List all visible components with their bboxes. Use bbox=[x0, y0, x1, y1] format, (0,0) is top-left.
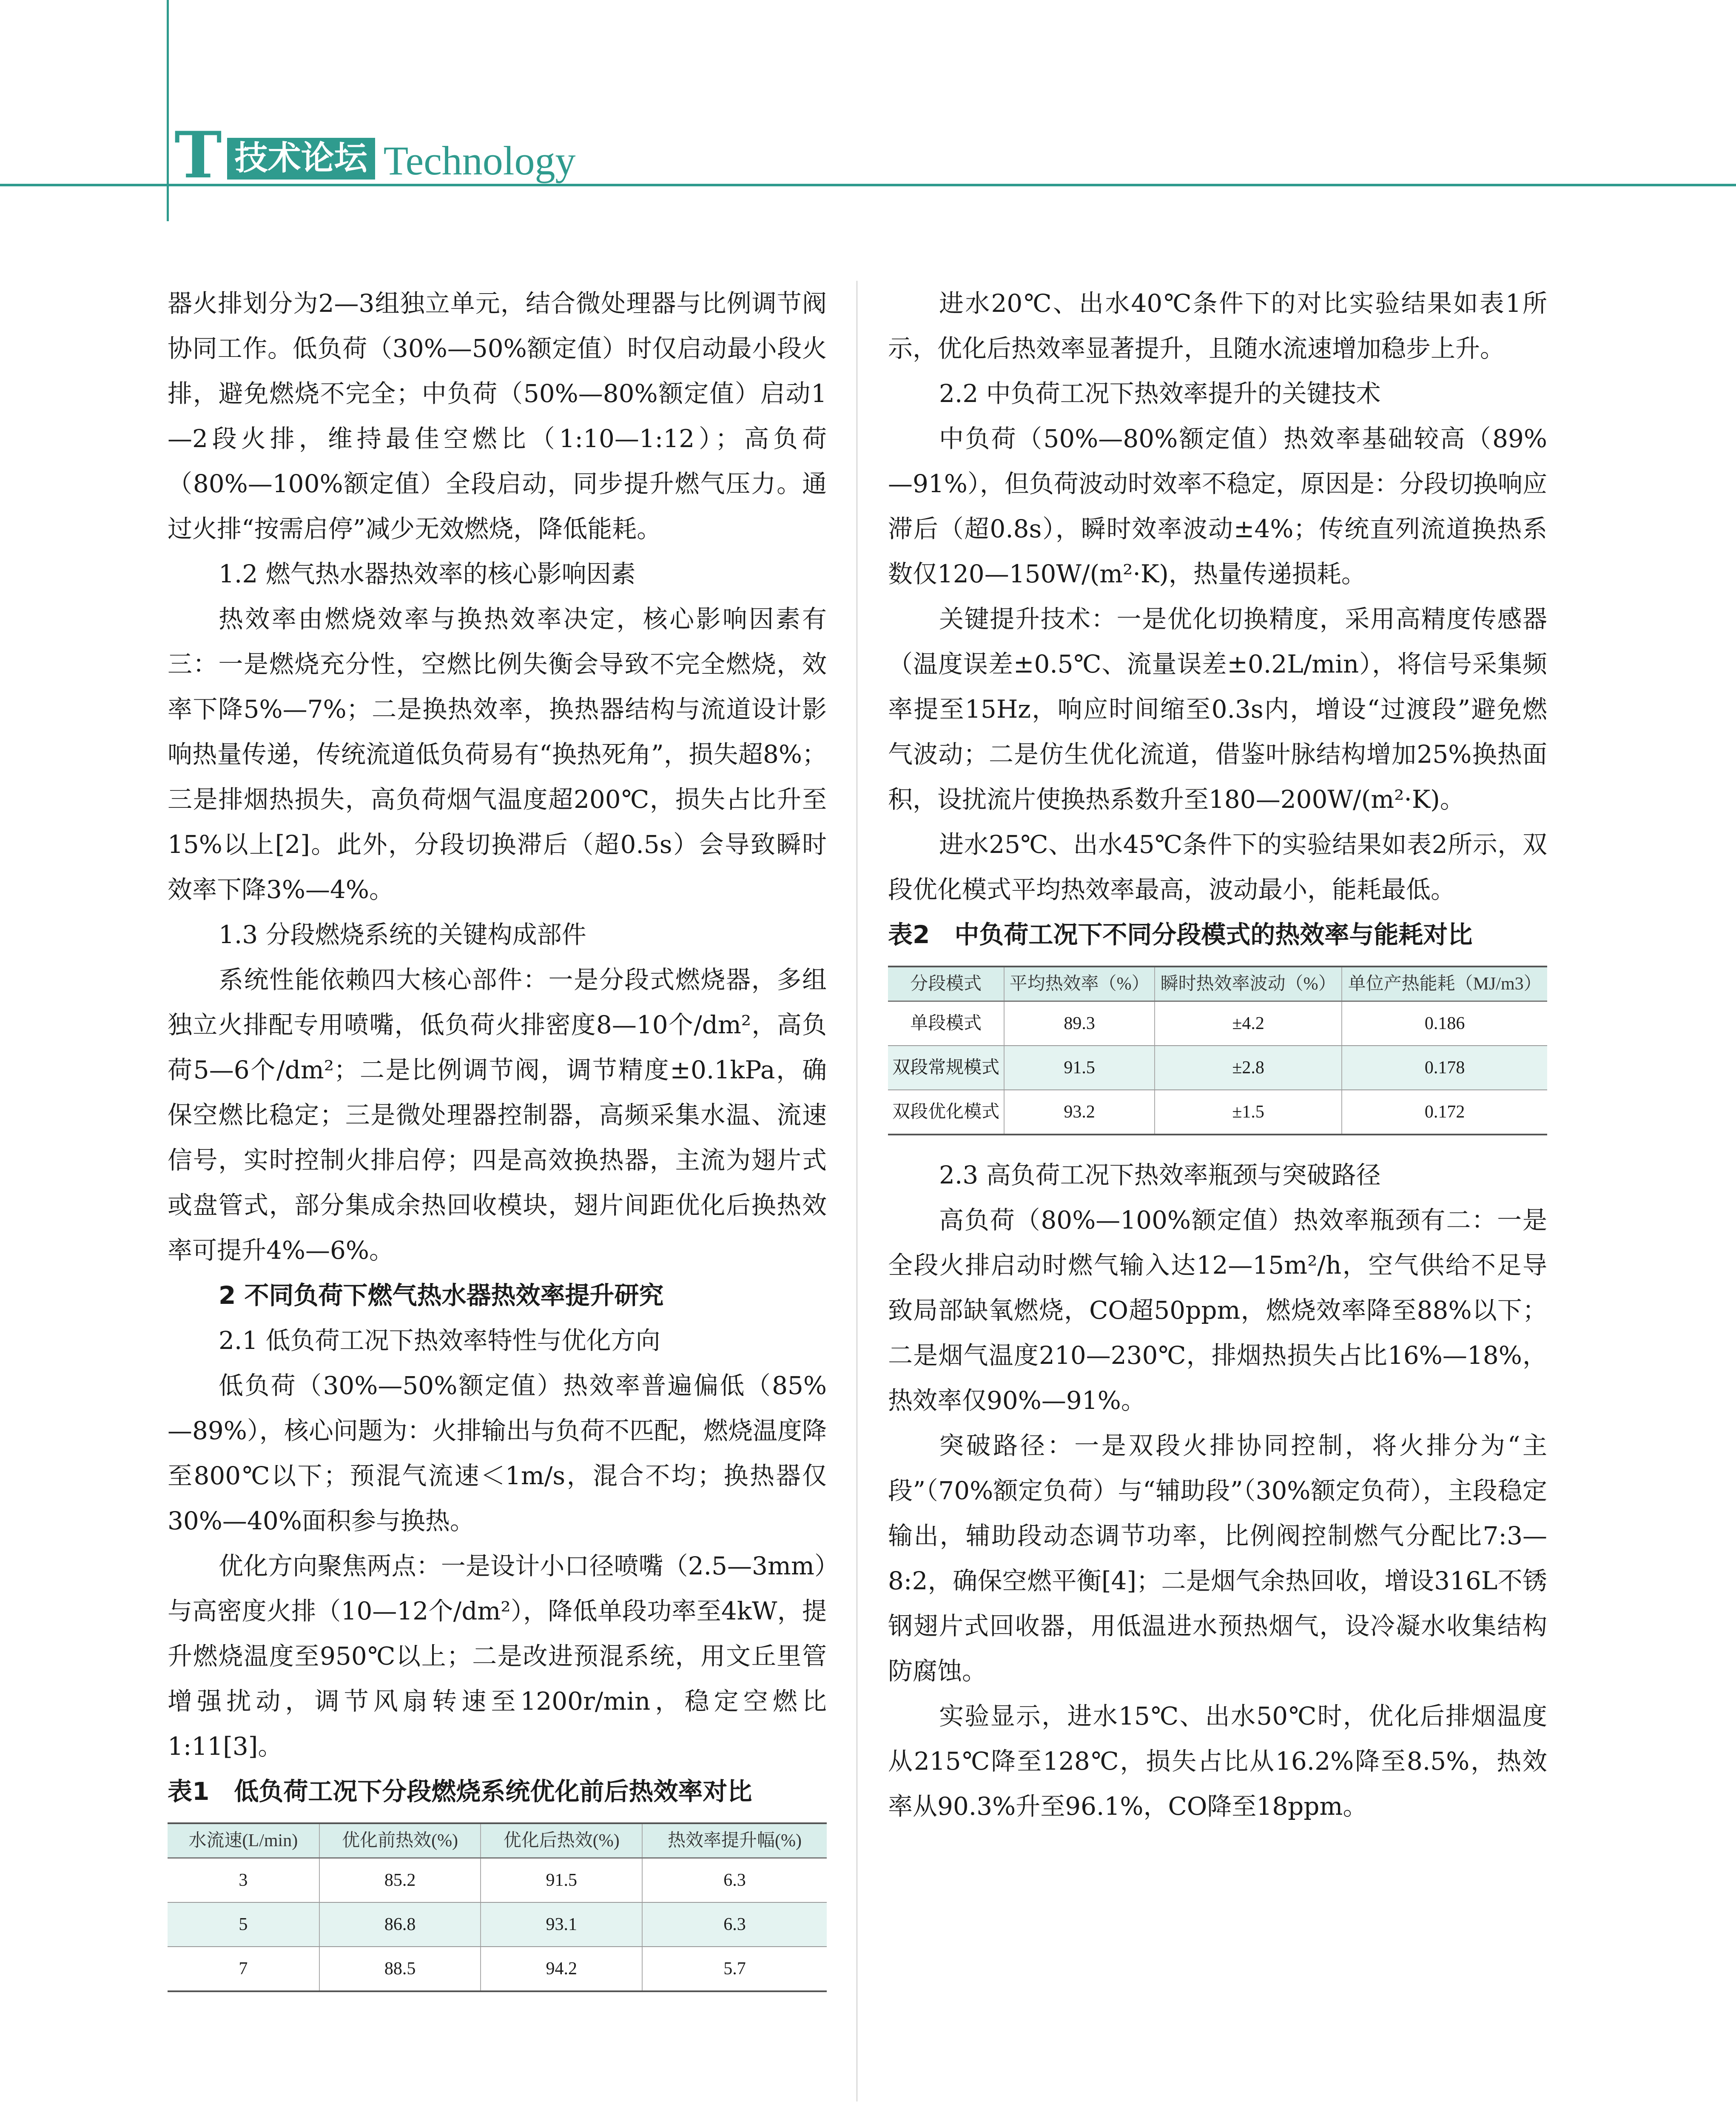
header-letter: T bbox=[174, 118, 222, 193]
table-row bbox=[888, 1090, 1547, 1135]
table-cell: 91.5 bbox=[481, 1858, 642, 1903]
table-cell: 5 bbox=[168, 1902, 319, 1947]
table-cell: 5.7 bbox=[642, 1947, 827, 1991]
table-caption: 表2 中负荷工况下不同分段模式的热效率与能耗对比 bbox=[888, 920, 1473, 949]
table-cell: 0.178 bbox=[1342, 1046, 1547, 1090]
left-column bbox=[168, 281, 827, 1992]
table-cell: 94.2 bbox=[481, 1947, 642, 1991]
table-header-cell: 优化后热效(%) bbox=[481, 1823, 642, 1858]
table-header-cell: 单位产热能耗（MJ/m3） bbox=[1342, 967, 1547, 1001]
paragraph: 系统性能依赖四大核心部件：一是分段式燃烧器，多组独立火排配专用喷嘴，低负荷火排密度8—10个/dm²，高负荷5—6个/dm²；二是比例调节阀，调节精度±0.1kPa，确保空燃比稳定；三是微处理器控制器，高频采集水温、流速信号，实时控制火排启停；四是高效换热器，主流为翅片式或盘管式，部分集成余热回收模块，翅片间距优化后换热效率可提升4%—6%。 bbox=[168, 965, 827, 1265]
table-row bbox=[888, 1001, 1547, 1046]
table-cell: 双段常规模式 bbox=[888, 1046, 1004, 1090]
table-cell: 0.186 bbox=[1342, 1001, 1547, 1046]
paragraph: 低负荷（30%—50%额定值）热效率普遍偏低（85%—89%），核心问题为：火排输出与负荷不匹配，燃烧温度降至800℃以下；预混气流速＜1m/s，混合不均；换热器仅30%—40%面积参与换热。 bbox=[168, 1371, 827, 1535]
column-header bbox=[174, 118, 576, 193]
subsection-heading: 1.3 分段燃烧系统的关键构成部件 bbox=[219, 920, 586, 949]
paragraph: 优化方向聚焦两点：一是设计小口径喷嘴（2.5—3mm）与高密度火排（10—12个/dm²），降低单段功率至4kW，提升燃烧温度至950℃以上；二是改进预混系统，用文丘里管增强扰动，调节风扇转速至1200r/min，稳定空燃比1:11[3]。 bbox=[168, 1551, 827, 1761]
paragraph: 中负荷（50%—80%额定值）热效率基础较高（89%—91%），但负荷波动时效率不稳定，原因是：分段切换响应滞后（超0.8s），瞬时效率波动±4%；传统直列流道换热系数仅120—150W/(m²·K)，热量传递损耗。 bbox=[888, 424, 1547, 588]
table-2 bbox=[888, 966, 1547, 1135]
paragraph: 关键提升技术：一是优化切换精度，采用高精度传感器（温度误差±0.5℃、流量误差±0.2L/min），将信号采集频率提至15Hz，响应时间缩至0.3s内，增设“过渡段”避免燃气波动；二是仿生优化流道，借鉴叶脉结构增加25%换热面积，设扰流片使换热系数升至180—200W/(m²·K)。 bbox=[888, 604, 1547, 814]
table-row bbox=[168, 1947, 827, 1991]
table-cell: 89.3 bbox=[1004, 1001, 1155, 1046]
paragraph: 热效率由燃烧效率与换热效率决定，核心影响因素有三：一是燃烧充分性，空燃比例失衡会导致不完全燃烧，效率下降5%—7%；二是换热效率，换热器结构与流道设计影响热量传递，传统流道低负荷易有“换热死角”，损失超8%；三是排烟热损失，高负荷烟气温度超200℃，损失占比升至15%以上[2]。此外，分段切换滞后（超0.5s）会导致瞬时效率下降3%—4%。 bbox=[168, 604, 827, 904]
table-cell: 单段模式 bbox=[888, 1001, 1004, 1046]
paragraph: 器火排划分为2—3组独立单元，结合微处理器与比例调节阀协同工作。低负荷（30%—50%额定值）时仅启动最小段火排，避免燃烧不完全；中负荷（50%—80%额定值）启动1—2段火排，维持最佳空燃比（1:10—1:12）；高负荷（80%—100%额定值）全段启动，同步提升燃气压力。通过火排“按需启停”减少无效燃烧，降低能耗。 bbox=[168, 289, 827, 543]
table-header-cell: 瞬时热效率波动（%） bbox=[1155, 967, 1342, 1001]
table-cell: 3 bbox=[168, 1858, 319, 1903]
table-cell: 86.8 bbox=[319, 1902, 481, 1947]
table-header-cell: 热效率提升幅(%) bbox=[642, 1823, 827, 1858]
header-vertical-rule bbox=[167, 0, 169, 221]
table-cell: 88.5 bbox=[319, 1947, 481, 1991]
table-cell: 93.1 bbox=[481, 1902, 642, 1947]
table-cell: 85.2 bbox=[319, 1858, 481, 1903]
subsection-heading: 2.1 低负荷工况下热效率特性与优化方向 bbox=[219, 1326, 660, 1355]
table-cell: 6.3 bbox=[642, 1902, 827, 1947]
table-row bbox=[168, 1902, 827, 1947]
table-row bbox=[888, 1046, 1547, 1090]
header-column-name: 技术论坛 bbox=[227, 138, 375, 180]
table-cell: 6.3 bbox=[642, 1858, 827, 1903]
table-cell: ±2.8 bbox=[1155, 1046, 1342, 1090]
table-1 bbox=[168, 1822, 827, 1992]
table-cell: 93.2 bbox=[1004, 1090, 1155, 1135]
subsection-heading: 2.2 中负荷工况下热效率提升的关键技术 bbox=[939, 379, 1381, 408]
table-cell: ±4.2 bbox=[1155, 1001, 1342, 1046]
right-column bbox=[888, 281, 1547, 1829]
table-header-cell: 分段模式 bbox=[888, 967, 1004, 1001]
table-header-cell: 平均热效率（%） bbox=[1004, 967, 1155, 1001]
subsection-heading: 1.2 燃气热水器热效率的核心影响因素 bbox=[219, 559, 636, 588]
table-cell: 91.5 bbox=[1004, 1046, 1155, 1090]
table-cell: 双段优化模式 bbox=[888, 1090, 1004, 1135]
paragraph: 进水25℃、出水45℃条件下的实验结果如表2所示，双段优化模式平均热效率最高，波动最小，能耗最低。 bbox=[888, 830, 1547, 904]
table-header-cell: 优化前热效(%) bbox=[319, 1823, 481, 1858]
table-cell: ±1.5 bbox=[1155, 1090, 1342, 1135]
table-caption: 表1 低负荷工况下分段燃烧系统优化前后热效率对比 bbox=[168, 1777, 752, 1806]
paragraph: 进水20℃、出水40℃条件下的对比实验结果如表1所示，优化后热效率显著提升，且随水流速增加稳步上升。 bbox=[888, 289, 1547, 363]
table-cell: 7 bbox=[168, 1947, 319, 1991]
table-header-cell: 水流速(L/min) bbox=[168, 1823, 319, 1858]
paragraph: 突破路径：一是双段火排协同控制，将火排分为“主段”（70%额定负荷）与“辅助段”（30%额定负荷），主段稳定输出，辅助段动态调节功率，比例阀控制燃气分配比7:3—8:2，确保空燃平衡[4]；二是烟气余热回收，增设316L不锈钢翅片式回收器，用低温进水预热烟气，设冷凝水收集结构防腐蚀。 bbox=[888, 1431, 1547, 1685]
table-row bbox=[168, 1858, 827, 1903]
subsection-heading: 2.3 高负荷工况下热效率瓶颈与突破路径 bbox=[939, 1160, 1381, 1189]
section-heading: 2 不同负荷下燃气热水器热效率提升研究 bbox=[219, 1281, 664, 1310]
paragraph: 实验显示，进水15℃、出水50℃时，优化后排烟温度从215℃降至128℃，损失占比从16.2%降至8.5%，热效率从90.3%升至96.1%，CO降至18ppm。 bbox=[888, 1702, 1547, 1821]
paragraph: 高负荷（80%—100%额定值）热效率瓶颈有二：一是全段火排启动时燃气输入达12—15m²/h，空气供给不足导致局部缺氧燃烧，CO超50ppm，燃烧效率降至88%以下；二是烟气温度210—230℃，排烟热损失占比16%—18%，热效率仅90%—91%。 bbox=[888, 1206, 1547, 1415]
header-column-eng: Technology bbox=[383, 138, 576, 183]
table-cell: 0.172 bbox=[1342, 1090, 1547, 1135]
